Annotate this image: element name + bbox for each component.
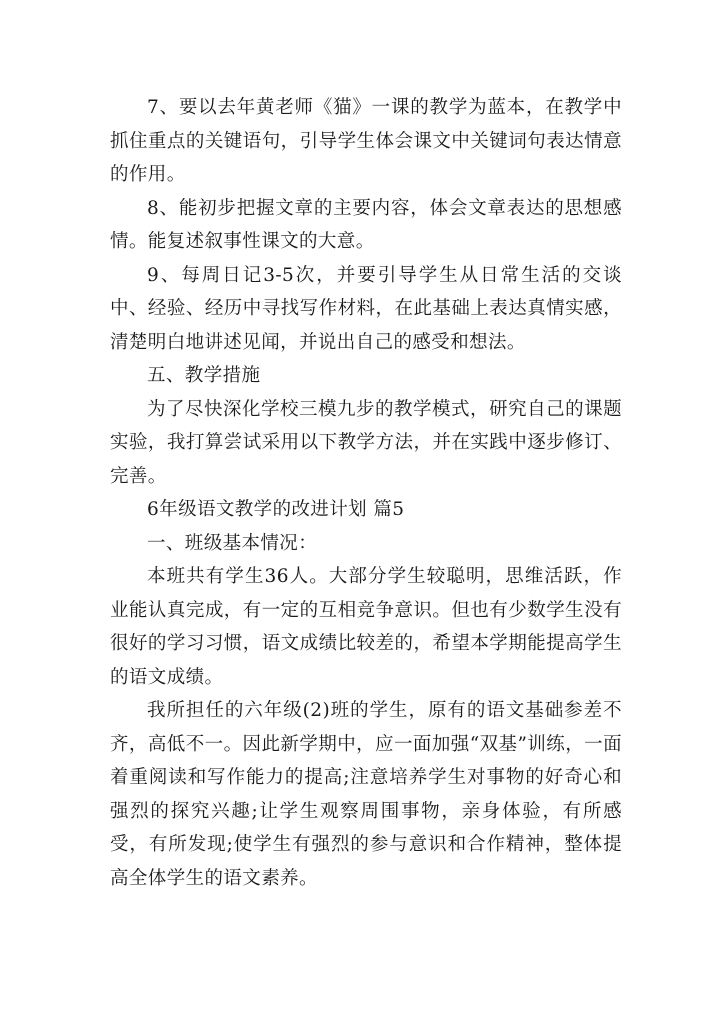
paragraph-item-8: 8、能初步把握文章的主要内容，体会文章表达的思想感情。能复述叙事性课文的大意。 [110, 197, 622, 252]
paragraph-class-2: 我所担任的六年级(2)班的学生，原有的语文基础参差不齐，高低不一。因此新学期中，应一面加强“双基”训练，一面着重阅读和写作能力的提高;注意培养学生对事物的好奇心和强烈的探究兴趣;让学生观察周围事物，亲身体验，有所感受，有所发现;使学生有强烈的参与意识和合作精神，整体提高全体学生的语文素养。 [110, 700, 622, 889]
paragraph-item-9: 9、每周日记3-5次，并要引导学生从日常生活的交谈中、经验、经历中寻找写作材料，在此基础上表达真情实感，清楚明白地讲述见闻，并说出自己的感受和想法。 [110, 264, 622, 353]
article-title: 6年级语文教学的改进计划 篇5 [147, 499, 405, 520]
paragraph-class-info: 本班共有学生36人。大部分学生较聪明，思维活跃，作业能认真完成，有一定的互相竞争意识。但也有少数学生没有很好的学习习惯，语文成绩比较差的，希望本学期能提高学生的语文成绩。 [110, 566, 622, 688]
section-heading-class-info: 一、班级基本情况： [147, 532, 318, 554]
paragraph-teaching-measures: 为了尽快深化学校三模九步的教学模式，研究自己的课题实验，我打算尝试采用以下教学方法，并在实践中逐步修订、完善。 [110, 398, 622, 487]
paragraph-item-7: 7、要以去年黄老师《猫》一课的教学为蓝本，在教学中抓住重点的关键语句，引导学生体会课文中关键词句表达情意的作用。 [110, 97, 622, 185]
section-heading-teaching-measures: 五、教学措施 [147, 365, 261, 386]
document-body [110, 91, 622, 895]
